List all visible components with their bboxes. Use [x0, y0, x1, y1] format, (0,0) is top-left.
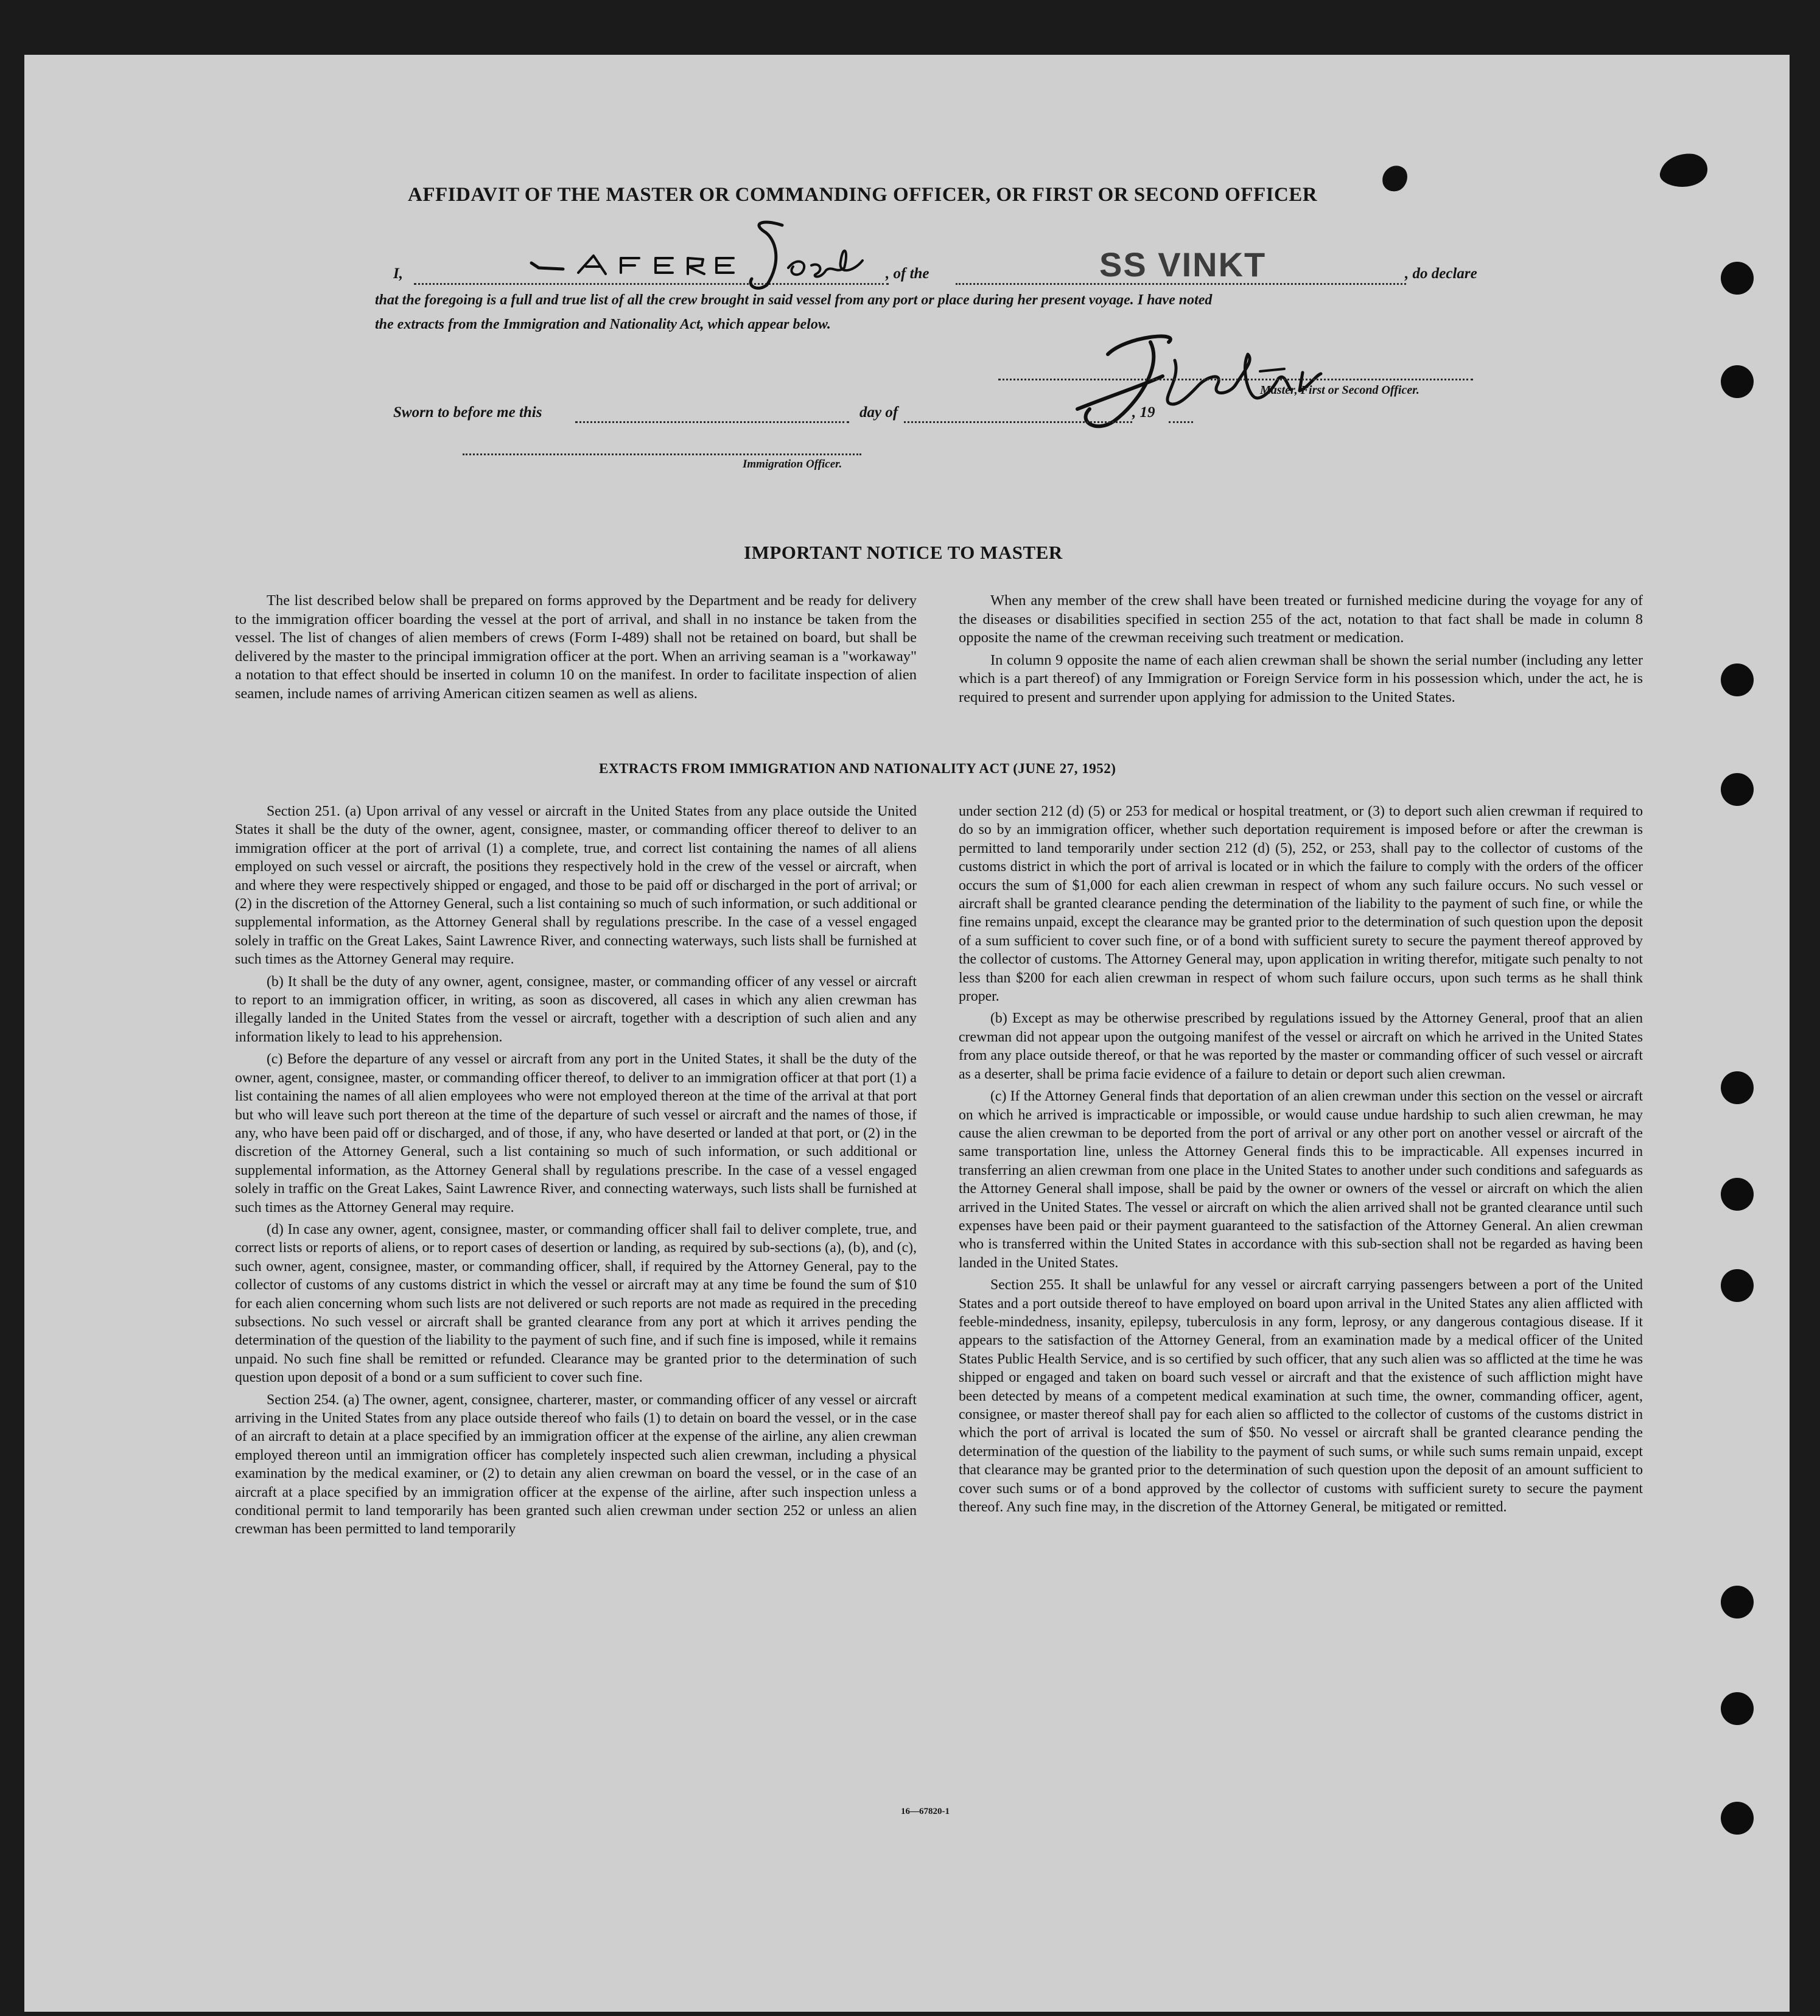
affidavit-title: AFFIDAVIT OF THE MASTER OR COMMANDING OFFICER, OR FIRST OR SECOND OFFICER	[408, 184, 1318, 206]
vessel-name-stamp: SS VINKT	[1099, 245, 1267, 284]
i-label: I,	[393, 265, 403, 282]
binder-hole	[1721, 1178, 1754, 1211]
binder-hole	[1721, 1269, 1754, 1302]
form-code: 16—67820-1	[901, 1807, 950, 1816]
declarant-signature	[520, 207, 886, 292]
binder-hole	[1721, 1586, 1754, 1619]
ink-blot	[1377, 159, 1413, 196]
extracts-right-column	[959, 802, 1643, 1520]
torn-hole	[1657, 149, 1712, 192]
extracts-left-column	[235, 802, 917, 1542]
affidavit-statement-line2: the extracts from the Immigration and Nationality Act, which appear below.	[375, 317, 831, 332]
binder-hole	[1721, 1692, 1754, 1725]
of-the-label: , of the	[886, 265, 929, 282]
form-sheet	[24, 55, 1790, 2012]
sworn-day-line	[575, 421, 849, 423]
section-251a: Section 251. (a) Upon arrival of any vessel or aircraft in the United States from any place outside the United States it shall be the duty of the owner, agent, consignee, master, or commanding officer thereof to deliver to an immigration officer at the port of arrival (1) a complete, true, and correct list containing the names of all aliens employed on such vessel or aircraft, the positions they respectively hold in the crew of the vessel or aircraft, when and where they were respectively shipped or engaged, and those to be paid off or discharged in the port of arrival; or (2) in the discretion of the Attorney General, such a list containing so much of such information, or such additional or supplemental information, as the Attorney General shall by regulations prescribe. In the case of a vessel engaged solely in traffic on the Great Lakes, Saint Lawrence River, and connecting waterways, such lists shall be furnished at such times as the Attorney General may require.	[235, 803, 917, 968]
notice-right-paragraph-2: In column 9 opposite the name of each alien crewman shall be shown the serial number (including any letter which is a part thereof) of any Immigration or Foreign Service form in his possession which, under the act, he is required to present and surrender upon applying for admission to the United States.	[959, 651, 1643, 705]
notice-left-column	[235, 592, 917, 707]
binder-hole	[1721, 663, 1754, 696]
binder-hole	[1721, 365, 1754, 398]
master-caption: Master, First or Second Officer.	[1260, 383, 1419, 397]
section-254a-continued: under section 212 (d) (5) or 253 for medical or hospital treatment, or (3) to deport such alien crewman if required to do so by an immigration officer, whether such deportation requirement is imposed before or after the crewman is permitted to land temporarily under section 212 (d) (5), 252, or 253, shall pay to the collector of customs of the customs district in which the port of arrival is located or in which the failure to comply with the orders of the officer occurs the sum of $1,000 for each alien crewman in respect of whom any such failure occurs. No such vessel or aircraft shall be granted clearance pending the determination of the liability to the payment of such fine, or while the fine remains unpaid, except the clearance may be granted prior to the determination of such question upon the deposit of a sum sufficient to cover such fine, or of a bond with sufficient surety to secure the payment thereof approved by the collector of customs. The Attorney General may, upon application in writing therefor, mitigate such penalty to not less than $200 for each alien crewman in respect of whom such failure occurs, upon such terms as he shall think proper.	[959, 803, 1643, 1005]
section-255: Section 255. It shall be unlawful for any vessel or aircraft carrying passengers between a port of the United States and a port outside thereof to have employed on board upon arrival in the United States any alien afflicted with feeble-mindedness, insanity, epilepsy, tuberculosis in any form, leprosy, or any dangerous contagious disease. If it appears to the satisfaction of the Attorney General, from an examination made by a medical officer of the United States Public Health Service, and is so certified by such officer, that any such alien was so afflicted at the time he was shipped or engaged and taken on board such vessel or aircraft and that the existence of such affliction might have been detected by means of a competent medical examination at such time, the owner, commanding officer, agent, consignee, or master thereof shall pay for each alien so afflicted to the collector of customs of the customs district in which the port of arrival is located the sum of $50. No vessel or aircraft shall be granted clearance pending the determination of the question of the liability to the payment of such sums, or while such sums remain unpaid, except that clearance may be granted prior to the determination of such question upon the deposit of an amount sufficient to cover such sums or of a bond approved by the collector of customs with sufficient surety to secure the payment thereof. Any such fine may, in the discretion of the Attorney General, be mitigated or remitted.	[959, 1277, 1643, 1516]
section-254c: (c) If the Attorney General finds that deportation of an alien crewman under this section on the vessel or aircraft on which he arrived is impracticable or impossible, or would cause undue hardship to such alien crewman, he may cause the alien crewman to be deported from the port of arrival or any other port on another vessel or aircraft of the same transportation line, unless the Attorney General finds this to be impracticable. All expenses incurred in transferring an alien crewman from one place in the United States to another under such conditions and safeguards as the Attorney General shall impose, shall be paid by the owner or owners of the vessel or aircraft on which the alien arrived in the United States. The vessel or aircraft on which the alien arrived shall not be granted clearance until such expenses have been paid or their payment guaranteed to the satisfaction of the Attorney General. An alien crewman who is transferred within the United States in accordance with this sub-section shall not be regarded as having been landed in the United States.	[959, 1088, 1643, 1271]
day-of-label: day of	[859, 404, 898, 421]
notice-left-paragraph: The list described below shall be prepared on forms approved by the Department and be ready for delivery to the immigration officer boarding the vessel at the port of arrival, and shall in no instance be taken from the vessel. The list of changes of alien members of crews (Form I-489) shall not be retained on board, but shall be delivered by the master to the principal immigration officer at the port. When an arriving seaman is a "workaway" a notation to that effect should be inserted in column 10 on the manifest. In order to facilitate inspection of alien seamen, include names of arriving American citizen seamen as well as aliens.	[235, 592, 917, 702]
year-prefix: , 19	[1132, 404, 1155, 421]
section-251b: (b) It shall be the duty of any owner, agent, consignee, master, or commanding officer of any vessel or aircraft to report to an immigration officer, in writing, as soon as discovered, all cases in which any alien crewman has illegally landed in the United States from the vessel or aircraft, together with a description of such alien and any information likely to lead to his apprehension.	[235, 973, 917, 1045]
notice-right-paragraph-1: When any member of the crew shall have been treated or furnished medicine during the voyage for any of the diseases or disabilities specified in section 255 of the act, notation to that fact shall be made in column 8 opposite the name of the crewman receiving such treatment or medication.	[959, 592, 1643, 646]
binder-hole	[1721, 773, 1754, 806]
do-declare-label: , do declare	[1405, 265, 1477, 282]
section-251d: (d) In case any owner, agent, consignee, master, or commanding officer shall fail to deliver complete, true, and correct lists or reports of aliens, or to report cases of desertion or landing, as required by sub-sections (a), (b), and (c), such owner, agent, consignee, master, or commanding officer, shall, if required by the Attorney General, pay to the collector of customs of any customs district in which the vessel or aircraft may at any time be found the sum of $10 for each alien concerning whom such lists are not delivered or such reports are not made as required in the preceding subsections. No such vessel or aircraft shall be granted clearance from any port at which it arrives pending the determination of the question of the liability to the payment of such fine, and if such fine is imposed, while it remains unpaid. No such fine shall be remitted or refunded. Clearance may be granted prior to the determination of such question upon deposit of a bond or a sum sufficient to cover such fine.	[235, 1221, 917, 1386]
sworn-year-line	[1169, 421, 1193, 423]
officer-caption: Immigration Officer.	[743, 458, 842, 471]
notice-right-column	[959, 592, 1643, 710]
immigration-officer-line	[463, 453, 861, 455]
sworn-month-line	[904, 421, 1132, 423]
notice-title: IMPORTANT NOTICE TO MASTER	[744, 542, 1063, 563]
extracts-title: EXTRACTS FROM IMMIGRATION AND NATIONALITY ACT (JUNE 27, 1952)	[599, 761, 1116, 776]
binder-hole	[1721, 1802, 1754, 1835]
section-251c: (c) Before the departure of any vessel or aircraft from any port in the United States, it shall be the duty of the owner, agent, consignee, master, or commanding officer thereof, to deliver to an immigration officer at that port (1) a list containing the names of all alien employees who were not employed thereon at the time of the arrival at that port but who will leave such port thereon at the time of the departure of such vessel or aircraft and the names of those, if any, who have been paid off or discharged, and of those, if any, who have deserted or landed at that port, or (2) in the discretion of the Attorney General, such a list containing so much of such information, or such additional or supplemental information, as the Attorney General shall by regulations prescribe. In the case of a vessel engaged solely in traffic on the Great Lakes, Saint Lawrence River, and connecting waterways, such lists shall be furnished at such times as the Attorney General may require.	[235, 1051, 917, 1216]
section-254a: Section 254. (a) The owner, agent, consignee, charterer, master, or commanding officer of any vessel or aircraft arriving in the United States from any place outside thereof who fails (1) to detain on board the vessel, or in the case of an aircraft to detain at a place specified by an immigration officer at the expense of the airline, any alien crewman employed thereon until an immigration officer has completely inspected such alien crewman, including a physical examination by the medical examiner, or (2) to detain any alien crewman on board the vessel, or in the case of an aircraft at a place specified by an immigration officer at the expense of the airline, after such inspection unless a conditional permit to land temporarily has been granted such alien crewman under section 252 or unless an alien crewman has been permitted to land temporarily	[235, 1391, 917, 1538]
binder-hole	[1721, 262, 1754, 295]
binder-hole	[1721, 1071, 1754, 1104]
master-signature-line	[998, 379, 1473, 380]
affidavit-statement-line1: that the foregoing is a full and true list of all the crew brought in said vessel from any port or place during her present voyage. I have noted	[375, 292, 1213, 308]
sworn-label: Sworn to before me this	[393, 404, 542, 421]
section-254b: (b) Except as may be otherwise prescribed by regulations issued by the Attorney General, proof that an alien crewman did not appear upon the outgoing manifest of the vessel or aircraft on which he arrived in the United States from any place outside thereof, or that he was reported by the master or commanding officer of such vessel or aircraft as a deserter, shall be prima facie evidence of a failure to detain or deport such alien crewman.	[959, 1010, 1643, 1082]
